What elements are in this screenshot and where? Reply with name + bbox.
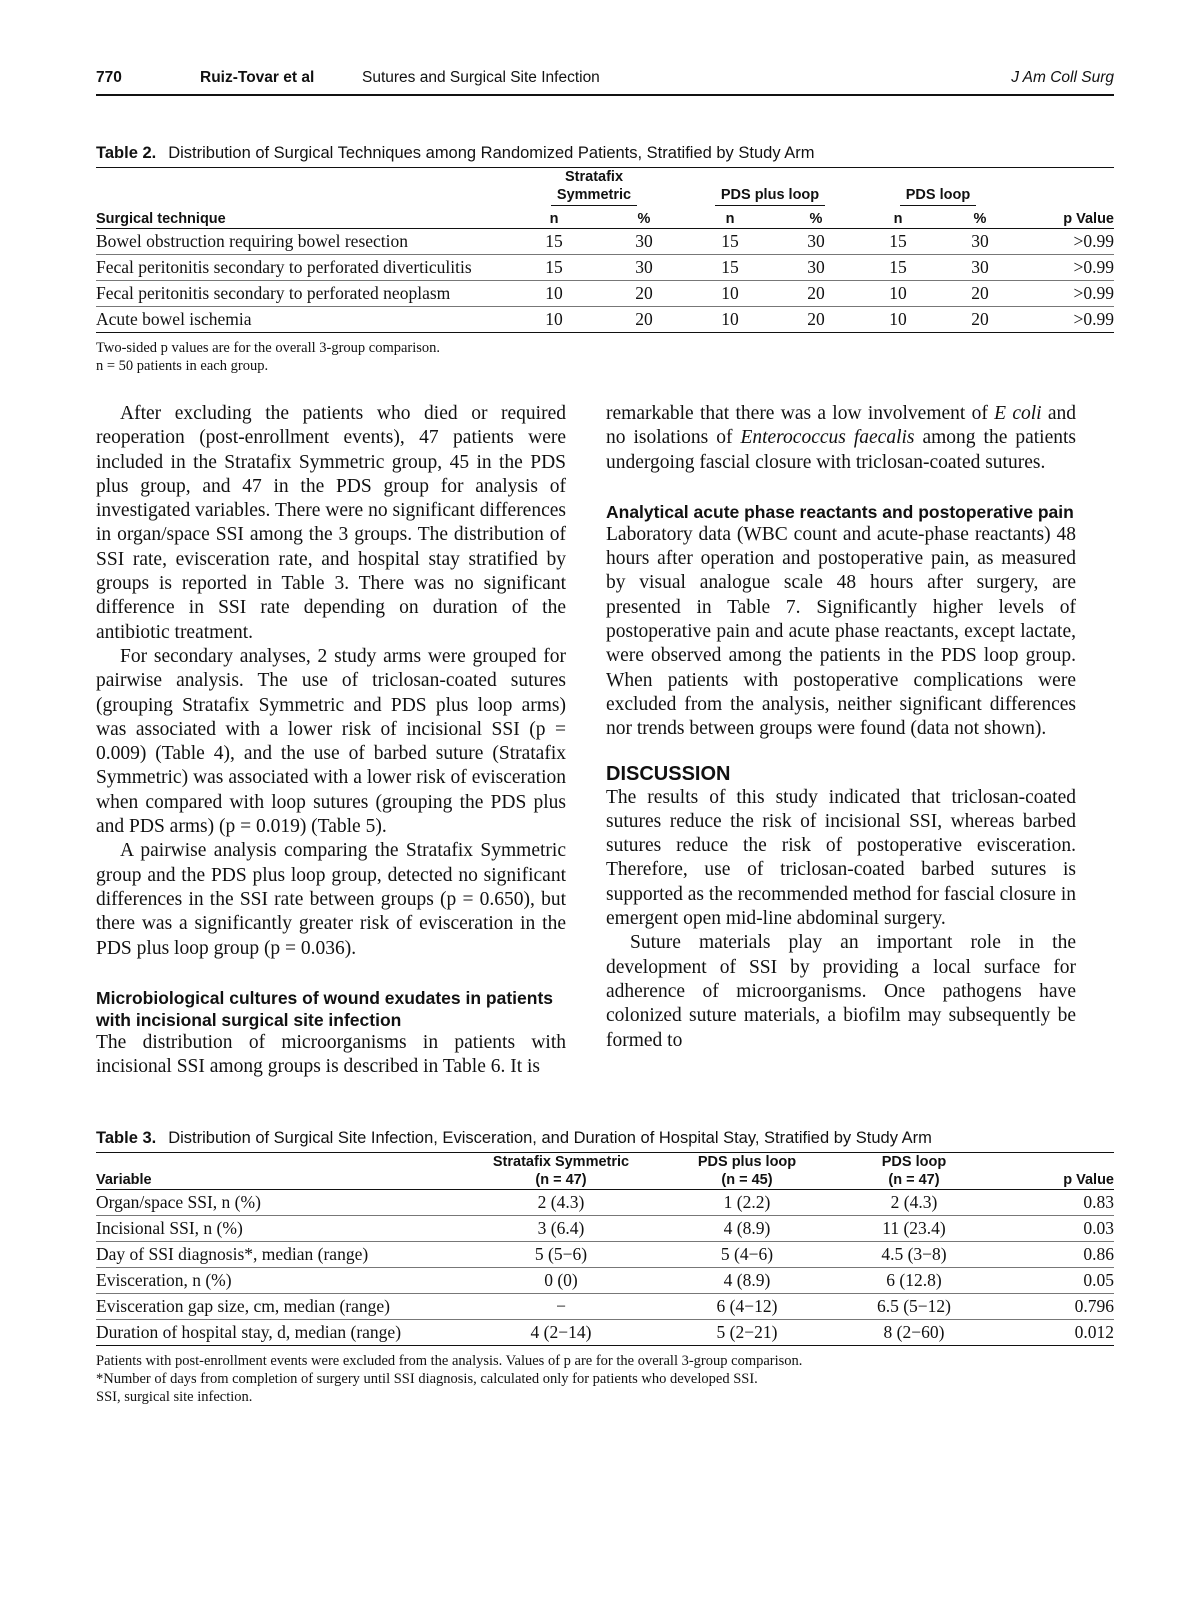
table-2-group-pds-loop: PDS loop — [856, 168, 1020, 206]
body-paragraph: The results of this study indicated that triclosan-coated sutures reduce the risk of incisional SSI, whereas barbed sutures reduce the risk of postoperative evisceration. Therefore, use of triclosan-coated barbed sutures is supported as the recommended method for fascial closure in emergent open mid-line abdominal surgery. — [606, 786, 1077, 930]
table-2-group-pds-plus: PDS plus loop — [684, 168, 856, 206]
table-row — [96, 255, 1114, 281]
table-cell: 5 (4−6) — [654, 1242, 840, 1268]
left-column — [96, 402, 566, 1079]
table-row — [96, 1320, 1114, 1346]
table-3-label: Table 3. — [96, 1129, 157, 1147]
table-cell: 0.83 — [988, 1190, 1114, 1216]
table-3-caption — [96, 1129, 1114, 1153]
table-cell: 30 — [604, 229, 684, 255]
table-cell: Bowel obstruction requiring bowel resection — [96, 229, 504, 255]
table-cell: 10 — [504, 281, 604, 307]
table-2-grid — [96, 168, 1114, 333]
table-2-col-pct: % — [940, 206, 1020, 229]
table-cell: 15 — [684, 255, 776, 281]
table-2-col-pct: % — [604, 206, 684, 229]
table-cell: 20 — [776, 281, 856, 307]
section-heading-microbiology: Microbiological cultures of wound exudates in patients with incisional surgical site infection — [96, 987, 553, 1030]
table-cell: 10 — [684, 307, 776, 333]
right-column — [606, 402, 1076, 1053]
table-2-group-stratafix: Stratafix Symmetric — [504, 168, 684, 206]
table-row — [96, 1216, 1114, 1242]
table-cell: 0 (0) — [468, 1268, 654, 1294]
table-cell: 15 — [504, 229, 604, 255]
table-cell: Fecal peritonitis secondary to perforated neoplasm — [96, 281, 504, 307]
body-paragraph: Laboratory data (WBC count and acute-phase reactants) 48 hours after operation and postoperative pain, as measured by visual analogue scale 48 hours after surgery, are presented in Table 7. Significantly higher levels of postoperative pain and acute phase reactants, except lactate, were observed among the patients in the PDS loop group. When patients with postoperative complications were excluded from the analysis, neither significant differences nor trends between groups were found (data not shown). — [606, 523, 1076, 740]
table-2-col-pct: % — [776, 206, 856, 229]
table-cell: 0.05 — [988, 1268, 1114, 1294]
table-cell: >0.99 — [1020, 307, 1114, 333]
table-cell: 10 — [504, 307, 604, 333]
running-authors: Ruiz-Tovar et al — [200, 69, 315, 86]
table-cell: Organ/space SSI, n (%) — [96, 1190, 468, 1216]
table-cell: 0.86 — [988, 1242, 1114, 1268]
body-paragraph: For secondary analyses, 2 study arms were grouped for pairwise analysis. The use of triclosan-coated sutures (grouping Stratafix Symmetric and PDS plus loop arms) was associated with a lower risk of incisional SSI (p = 0.009) (Table 4), and the use of barbed suture (Stratafix Symmetric) was associated with a lower risk of evisceration when compared with loop sutures (grouping the PDS plus and PDS arms) (p = 0.019) (Table 5). — [96, 645, 566, 838]
table-cell: Day of SSI diagnosis*, median (range) — [96, 1242, 468, 1268]
table-2-label: Table 2. — [96, 144, 157, 162]
table-cell: Acute bowel ischemia — [96, 307, 504, 333]
table-row — [96, 1294, 1114, 1320]
table-cell: 4 (8.9) — [654, 1216, 840, 1242]
table-cell: 5 (2−21) — [654, 1320, 840, 1346]
section-heading-acute-phase: Analytical acute phase reactants and postoperative pain — [606, 501, 1074, 522]
table-3 — [96, 1129, 1114, 1406]
table-cell: 30 — [776, 229, 856, 255]
table-cell: >0.99 — [1020, 281, 1114, 307]
table-cell: 6 (12.8) — [840, 1268, 988, 1294]
table-3-col-p: p Value — [988, 1153, 1114, 1190]
table-2-col-technique: Surgical technique — [96, 206, 504, 229]
table-2-notes — [96, 339, 1114, 375]
table-cell: 1 (2.2) — [654, 1190, 840, 1216]
table-cell: 30 — [604, 255, 684, 281]
table-cell: 10 — [856, 307, 940, 333]
table-3-col-pds-plus: PDS plus loop (n = 45) — [654, 1153, 840, 1190]
table-cell: 20 — [940, 281, 1020, 307]
table-cell: 0.012 — [988, 1320, 1114, 1346]
table-row — [96, 1190, 1114, 1216]
table-cell: 15 — [856, 229, 940, 255]
table-row — [96, 1268, 1114, 1294]
body-paragraph: Suture materials play an important role in the development of SSI by providing a local surface for adherence of microorganisms. Once pathogens have colonized suture materials, a biofilm may subsequently be formed to — [606, 932, 1076, 1051]
table-2-caption — [96, 144, 1114, 168]
table-cell: Evisceration gap size, cm, median (range) — [96, 1294, 468, 1320]
table-cell: 15 — [856, 255, 940, 281]
table-cell: 10 — [684, 281, 776, 307]
table-cell: 20 — [604, 307, 684, 333]
table-2 — [96, 144, 1114, 375]
table-2-col-n: n — [856, 206, 940, 229]
table-cell: 6 (4−12) — [654, 1294, 840, 1320]
journal-name: J Am Coll Surg — [1011, 69, 1114, 86]
table-cell: 20 — [940, 307, 1020, 333]
table-cell: 5 (5−6) — [468, 1242, 654, 1268]
section-heading-discussion: DISCUSSION — [606, 762, 731, 785]
table-cell: 15 — [684, 229, 776, 255]
table-cell: 10 — [856, 281, 940, 307]
table-cell: Fecal peritonitis secondary to perforated diverticulitis — [96, 255, 504, 281]
table-cell: 30 — [940, 255, 1020, 281]
body-paragraph: After excluding the patients who died or required reoperation (post-enrollment events), 47 patients were included in the Stratafix Symmetric group, 45 in the PDS plus group, and 47 in the PDS group for analysis of investigated variables. There were no significant differences in organ/space SSI among the 3 groups. The distribution of SSI rate, evisceration rate, and hospital stay stratified by groups is reported in Table 3. There was no significant difference in SSI rate depending on duration of the antibiotic treatment. — [96, 403, 566, 643]
table-row — [96, 281, 1114, 307]
table-cell: 8 (2−60) — [840, 1320, 988, 1346]
table-cell: >0.99 — [1020, 255, 1114, 281]
table-3-notes — [96, 1352, 1114, 1406]
table-cell: Duration of hospital stay, d, median (range) — [96, 1320, 468, 1346]
table-3-note: *Number of days from completion of surgery until SSI diagnosis, calculated only for patients who developed SSI. — [96, 1371, 758, 1387]
table-cell: Evisceration, n (%) — [96, 1268, 468, 1294]
table-2-col-n: n — [504, 206, 604, 229]
table-2-caption-text: Distribution of Surgical Techniques among Randomized Patients, Stratified by Study Arm — [168, 144, 815, 162]
table-cell: 0.796 — [988, 1294, 1114, 1320]
table-cell: 3 (6.4) — [468, 1216, 654, 1242]
page-number: 770 — [96, 69, 122, 86]
table-2-col-n: n — [684, 206, 776, 229]
organism-enterococcus: Enterococcus faecalis — [740, 427, 915, 449]
table-3-caption-text: Distribution of Surgical Site Infection, Evisceration, and Duration of Hospital Stay, Stratified by Study Arm — [168, 1129, 932, 1147]
table-cell: 30 — [776, 255, 856, 281]
table-cell: 2 (4.3) — [840, 1190, 988, 1216]
table-3-note: Patients with post-enrollment events were excluded from the analysis. Values of p are for the overall 3-group comparison. — [96, 1353, 803, 1369]
table-cell: Incisional SSI, n (%) — [96, 1216, 468, 1242]
table-row — [96, 307, 1114, 333]
table-2-col-p: p Value — [1020, 206, 1114, 229]
table-3-col-pds-loop: PDS loop (n = 47) — [840, 1153, 988, 1190]
table-cell: 4 (8.9) — [654, 1268, 840, 1294]
table-cell: 15 — [504, 255, 604, 281]
table-row — [96, 229, 1114, 255]
table-cell: 20 — [776, 307, 856, 333]
table-cell: 2 (4.3) — [468, 1190, 654, 1216]
table-cell: 6.5 (5−12) — [840, 1294, 988, 1320]
table-cell: 30 — [940, 229, 1020, 255]
table-cell: 11 (23.4) — [840, 1216, 988, 1242]
table-2-note: n = 50 patients in each group. — [96, 358, 269, 374]
table-3-col-stratafix: Stratafix Symmetric (n = 47) — [468, 1153, 654, 1190]
body-paragraph: A pairwise analysis comparing the Stratafix Symmetric group and the PDS plus loop group, detected no significant differences in the SSI rate between groups (p = 0.650), but there was a significantly greater risk of evisceration in the PDS plus loop group (p = 0.036). — [96, 840, 566, 959]
body-paragraph: remarkable that there was a low involvement of E coli and no isolations of Enterococcus faecalis among the patients undergoing fascial closure with triclosan-coated sutures. — [606, 403, 1076, 473]
table-cell: 4.5 (3−8) — [840, 1242, 988, 1268]
body-paragraph: The distribution of microorganisms in patients with incisional SSI among groups is described in Table 6. It is — [96, 1031, 566, 1078]
running-title: Sutures and Surgical Site Infection — [362, 69, 600, 86]
running-header — [96, 66, 1114, 96]
organism-ecoli: E coli — [994, 403, 1042, 424]
table-cell: 4 (2−14) — [468, 1320, 654, 1346]
table-cell: >0.99 — [1020, 229, 1114, 255]
table-cell: 0.03 — [988, 1216, 1114, 1242]
table-row — [96, 1242, 1114, 1268]
table-cell: 20 — [604, 281, 684, 307]
table-3-grid — [96, 1153, 1114, 1346]
table-cell: − — [468, 1294, 654, 1320]
table-2-note: Two-sided p values are for the overall 3-group comparison. — [96, 340, 441, 356]
table-3-col-variable: Variable — [96, 1153, 468, 1190]
table-3-note: SSI, surgical site infection. — [96, 1389, 253, 1405]
